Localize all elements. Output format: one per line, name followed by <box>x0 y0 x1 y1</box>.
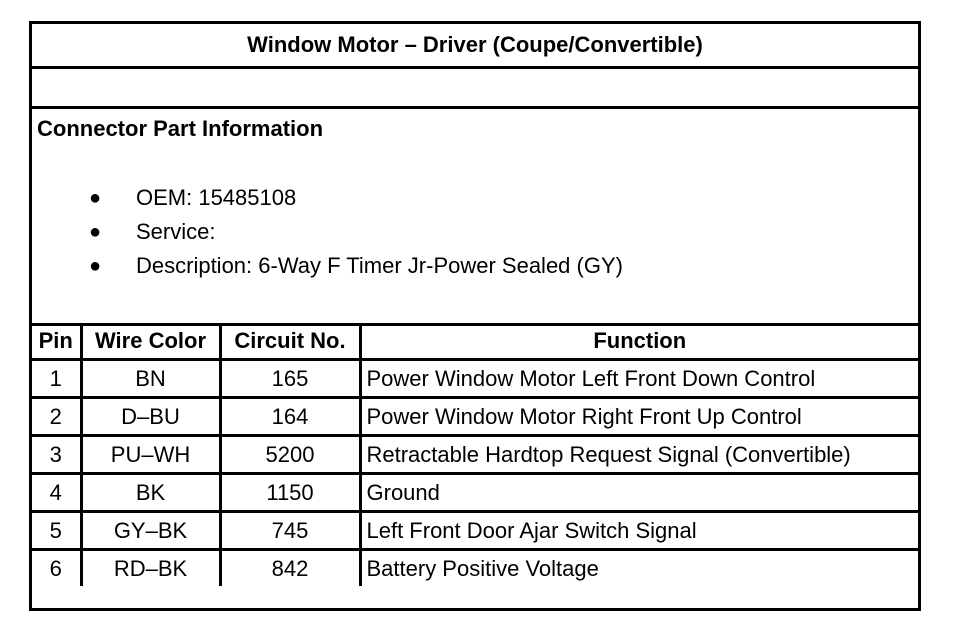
oem-text: OEM: 15485108 <box>136 185 297 210</box>
service-text: Service: <box>136 219 216 244</box>
table-row <box>32 512 918 550</box>
pin-cell: 1 <box>32 360 81 398</box>
pin-table <box>32 323 918 586</box>
header-circuit-no: Circuit No. <box>220 323 360 360</box>
wire-color-cell: D–BU <box>81 398 220 436</box>
connector-part-info <box>32 106 918 326</box>
table-row <box>32 550 918 587</box>
wire-color-cell: BK <box>81 474 220 512</box>
table-row <box>32 398 918 436</box>
table-row <box>32 436 918 474</box>
function-cell: Ground <box>360 474 918 512</box>
circuit-cell: 5200 <box>220 436 360 474</box>
pin-cell: 5 <box>32 512 81 550</box>
list-item <box>32 249 623 283</box>
pin-cell: 4 <box>32 474 81 512</box>
wire-color-cell: GY–BK <box>81 512 220 550</box>
connector-info-heading: Connector Part Information <box>37 116 324 141</box>
wire-color-cell: PU–WH <box>81 436 220 474</box>
connector-table-frame <box>29 21 921 611</box>
pin-cell: 2 <box>32 398 81 436</box>
table-row <box>32 360 918 398</box>
wire-color-cell: RD–BK <box>81 550 220 587</box>
function-cell: Retractable Hardtop Request Signal (Convertible) <box>360 436 918 474</box>
circuit-cell: 165 <box>220 360 360 398</box>
circuit-cell: 842 <box>220 550 360 587</box>
function-cell: Power Window Motor Left Front Down Control <box>360 360 918 398</box>
header-pin: Pin <box>32 323 81 360</box>
function-cell: Battery Positive Voltage <box>360 550 918 587</box>
table-header-row <box>32 323 918 360</box>
table-row <box>32 474 918 512</box>
connector-info-list <box>32 181 623 283</box>
function-cell: Power Window Motor Right Front Up Control <box>360 398 918 436</box>
circuit-cell: 164 <box>220 398 360 436</box>
description-text: Description: 6-Way F Timer Jr-Power Sealed (GY) <box>136 253 623 278</box>
circuit-cell: 1150 <box>220 474 360 512</box>
circuit-cell: 745 <box>220 512 360 550</box>
function-cell: Left Front Door Ajar Switch Signal <box>360 512 918 550</box>
header-wire-color: Wire Color <box>81 323 220 360</box>
pin-cell: 6 <box>32 550 81 587</box>
pin-cell: 3 <box>32 436 81 474</box>
bullet-icon: ● <box>89 187 102 209</box>
list-item <box>32 215 623 249</box>
header-function: Function <box>360 323 918 360</box>
bullet-icon: ● <box>89 255 102 277</box>
table-title: Window Motor – Driver (Coupe/Convertible) <box>32 24 918 69</box>
bullet-icon: ● <box>89 221 102 243</box>
list-item <box>32 181 623 215</box>
blank-row <box>32 66 918 109</box>
wire-color-cell: BN <box>81 360 220 398</box>
